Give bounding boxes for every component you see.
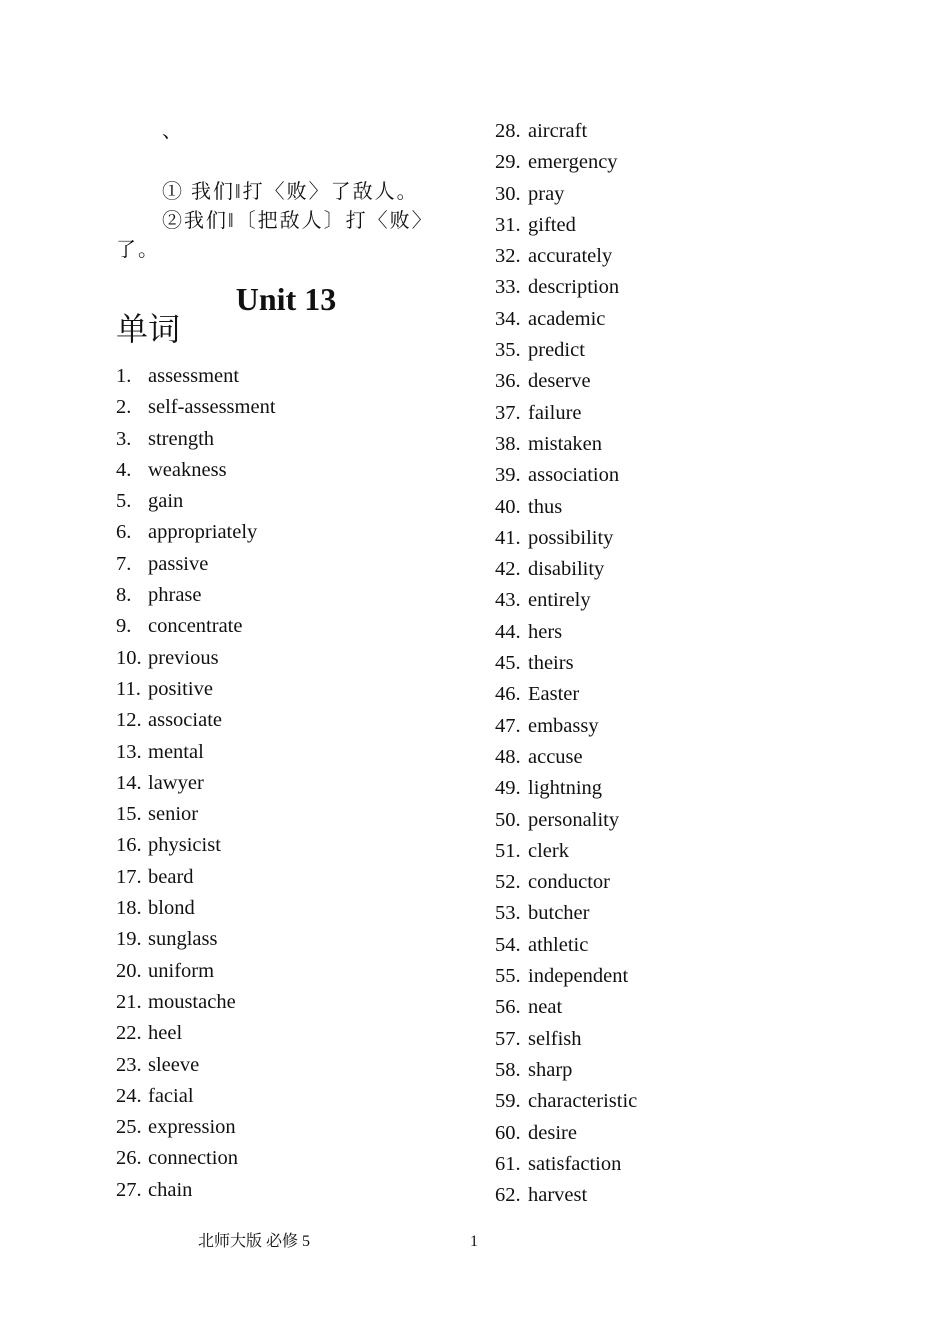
vocab-item xyxy=(116,799,466,830)
vocab-number: 59. xyxy=(495,1090,521,1113)
vocab-item xyxy=(116,392,466,423)
vocab-item xyxy=(495,898,855,929)
vocab-item xyxy=(495,210,855,241)
vocab-item xyxy=(116,862,466,893)
vocab-number: 3. xyxy=(116,427,132,450)
vocab-item xyxy=(495,523,855,554)
vocab-word: desire xyxy=(528,1121,577,1144)
vocab-number: 34. xyxy=(495,307,521,330)
vocab-word: weakness xyxy=(148,458,227,481)
vocab-item xyxy=(495,554,855,585)
vocab-number: 12. xyxy=(116,709,142,732)
vocab-word: gifted xyxy=(528,213,576,236)
vocab-word: athletic xyxy=(528,933,589,956)
vocab-number: 16. xyxy=(116,834,142,857)
vocab-item xyxy=(116,486,466,517)
vocab-item xyxy=(495,1180,855,1211)
vocab-number: 22. xyxy=(116,1022,142,1045)
vocab-item xyxy=(116,611,466,642)
vocab-item xyxy=(495,429,855,460)
vocab-number: 7. xyxy=(116,552,132,575)
vocab-word: lightning xyxy=(528,777,603,800)
vocab-number: 5. xyxy=(116,490,132,513)
vocab-word: gain xyxy=(148,490,184,513)
vocab-item xyxy=(495,335,855,366)
vocab-number: 41. xyxy=(495,526,521,549)
vocab-word: deserve xyxy=(528,370,591,393)
vocab-number: 54. xyxy=(495,933,521,956)
vocab-number: 61. xyxy=(495,1152,521,1175)
vocab-word: phrase xyxy=(148,584,202,607)
vocab-number: 56. xyxy=(495,996,521,1019)
vocab-word: beard xyxy=(148,865,194,888)
vocab-number: 44. xyxy=(495,620,521,643)
vocab-word: mistaken xyxy=(528,432,603,455)
vocab-item xyxy=(495,241,855,272)
footer-edition: 北师大版 必修 5 xyxy=(198,1233,311,1250)
vocab-number: 55. xyxy=(495,965,521,988)
vocab-number: 39. xyxy=(495,464,521,487)
vocab-word: senior xyxy=(148,803,199,826)
vocab-item xyxy=(495,1024,855,1055)
vocab-item xyxy=(495,460,855,491)
vocab-number: 42. xyxy=(495,558,521,581)
vocab-word: assessment xyxy=(148,365,240,387)
vocab-number: 37. xyxy=(495,401,521,424)
right-column xyxy=(495,116,855,1211)
vocab-word: predict xyxy=(528,339,585,362)
vocab-item xyxy=(495,1086,855,1117)
vocab-word: satisfaction xyxy=(528,1152,622,1175)
vocab-word: positive xyxy=(148,677,213,700)
vocab-number: 38. xyxy=(495,432,521,455)
vocab-item xyxy=(116,924,466,955)
vocab-number: 33. xyxy=(495,276,521,299)
vocab-number: 28. xyxy=(495,120,521,142)
vocab-word: selfish xyxy=(528,1027,582,1050)
vocab-item xyxy=(116,455,466,486)
vocab-word: description xyxy=(528,276,620,299)
intro-example-2-continued: 了。 xyxy=(116,239,160,261)
vocab-number: 9. xyxy=(116,615,132,638)
vocab-item xyxy=(116,1143,466,1174)
left-column xyxy=(116,116,466,1206)
vocab-item xyxy=(495,679,855,710)
vocab-item xyxy=(495,742,855,773)
vocab-word: lawyer xyxy=(148,771,204,794)
vocab-word: sharp xyxy=(528,1058,573,1081)
vocab-word: thus xyxy=(528,495,563,518)
vocab-word: emergency xyxy=(528,151,618,174)
vocab-word: butcher xyxy=(528,902,590,925)
vocabulary-list-left xyxy=(116,361,466,1206)
vocab-number: 17. xyxy=(116,865,142,888)
vocab-word: passive xyxy=(148,552,209,575)
vocab-number: 57. xyxy=(495,1027,521,1050)
vocab-item xyxy=(495,773,855,804)
vocab-word: connection xyxy=(148,1147,238,1170)
vocab-word: independent xyxy=(528,965,629,988)
vocab-item xyxy=(116,893,466,924)
vocab-item xyxy=(495,617,855,648)
vocab-number: 52. xyxy=(495,871,521,894)
vocab-word: heel xyxy=(148,1022,183,1045)
vocab-word: accuse xyxy=(528,745,583,768)
vocab-item xyxy=(116,987,466,1018)
vocab-item xyxy=(495,961,855,992)
vocab-word: chain xyxy=(148,1178,193,1201)
vocab-item xyxy=(495,805,855,836)
vocab-item xyxy=(116,361,466,392)
vocab-word: theirs xyxy=(528,652,574,675)
vocab-word: Easter xyxy=(528,683,580,706)
vocab-item xyxy=(116,768,466,799)
intro-example-2: ②我们‖〔把敌人〕打〈败〉 xyxy=(162,210,434,232)
vocab-number: 45. xyxy=(495,652,521,675)
vocab-number: 62. xyxy=(495,1184,521,1207)
unit-title: Unit 13 xyxy=(235,281,337,317)
vocab-number: 35. xyxy=(495,339,521,362)
vocab-word: possibility xyxy=(528,526,614,549)
vocab-word: concentrate xyxy=(148,615,243,638)
vocab-word: association xyxy=(528,464,620,487)
vocab-number: 32. xyxy=(495,245,521,268)
vocab-word: physicist xyxy=(148,834,221,857)
vocab-number: 49. xyxy=(495,777,521,800)
vocab-item xyxy=(495,930,855,961)
vocab-item xyxy=(495,1055,855,1086)
vocab-number: 4. xyxy=(116,458,132,481)
vocab-item xyxy=(116,424,466,455)
footer-page-number: 1 xyxy=(470,1233,478,1250)
vocab-word: sleeve xyxy=(148,1053,200,1076)
vocab-item xyxy=(116,643,466,674)
intro-punctuation: 、 xyxy=(162,120,182,142)
vocab-word: blond xyxy=(148,897,195,920)
vocab-word: strength xyxy=(148,427,215,450)
vocab-item xyxy=(495,147,855,178)
vocab-item xyxy=(116,830,466,861)
vocab-item xyxy=(116,956,466,987)
vocab-item xyxy=(495,179,855,210)
vocab-word: disability xyxy=(528,558,605,581)
vocab-number: 26. xyxy=(116,1147,142,1170)
vocab-item xyxy=(116,674,466,705)
vocab-item xyxy=(116,1018,466,1049)
vocab-item xyxy=(495,366,855,397)
vocab-number: 11. xyxy=(116,677,141,700)
vocab-word: clerk xyxy=(528,839,569,862)
vocab-item xyxy=(116,737,466,768)
vocab-number: 50. xyxy=(495,808,521,831)
vocab-item xyxy=(116,1175,466,1206)
vocab-number: 48. xyxy=(495,745,521,768)
vocab-word: moustache xyxy=(148,990,236,1013)
vocab-word: uniform xyxy=(148,959,215,982)
vocab-word: neat xyxy=(528,996,563,1019)
vocab-item xyxy=(116,705,466,736)
vocab-number: 19. xyxy=(116,928,142,951)
vocab-item xyxy=(495,992,855,1023)
vocab-word: pray xyxy=(528,182,565,205)
vocab-word: aircraft xyxy=(528,120,588,142)
vocab-number: 47. xyxy=(495,714,521,737)
vocab-word: entirely xyxy=(528,589,591,612)
vocab-number: 1. xyxy=(116,365,132,387)
vocab-item xyxy=(116,580,466,611)
vocab-number: 8. xyxy=(116,584,132,607)
vocab-word: characteristic xyxy=(528,1090,638,1113)
vocab-number: 60. xyxy=(495,1121,521,1144)
vocab-number: 21. xyxy=(116,990,142,1013)
vocab-number: 23. xyxy=(116,1053,142,1076)
vocab-word: expression xyxy=(148,1116,236,1139)
vocab-number: 20. xyxy=(116,959,142,982)
vocab-word: conductor xyxy=(528,871,610,894)
vocab-number: 18. xyxy=(116,897,142,920)
vocab-word: failure xyxy=(528,401,582,424)
vocab-item xyxy=(495,867,855,898)
vocab-item xyxy=(495,648,855,679)
vocab-number: 58. xyxy=(495,1058,521,1081)
vocab-word: self-assessment xyxy=(148,396,276,419)
vocab-word: accurately xyxy=(528,245,613,268)
vocab-number: 43. xyxy=(495,589,521,612)
vocab-number: 25. xyxy=(116,1116,142,1139)
vocab-item xyxy=(495,116,855,147)
vocab-number: 51. xyxy=(495,839,521,862)
vocab-number: 36. xyxy=(495,370,521,393)
vocabulary-list-right xyxy=(495,116,855,1211)
vocab-number: 29. xyxy=(495,151,521,174)
vocab-number: 14. xyxy=(116,771,142,794)
vocab-item xyxy=(495,1149,855,1180)
vocab-word: harvest xyxy=(528,1184,588,1207)
vocab-item xyxy=(495,304,855,335)
vocab-number: 53. xyxy=(495,902,521,925)
vocab-item xyxy=(495,398,855,429)
vocab-number: 31. xyxy=(495,213,521,236)
intro-example-1: ① 我们‖打〈败〉了敌人。 xyxy=(162,181,419,203)
vocab-word: embassy xyxy=(528,714,599,737)
vocab-number: 10. xyxy=(116,646,142,669)
vocab-number: 40. xyxy=(495,495,521,518)
vocab-word: previous xyxy=(148,646,219,669)
vocab-word: associate xyxy=(148,709,222,732)
vocab-number: 46. xyxy=(495,683,521,706)
vocab-word: hers xyxy=(528,620,563,643)
vocab-item xyxy=(116,1081,466,1112)
vocab-word: personality xyxy=(528,808,620,831)
vocab-number: 24. xyxy=(116,1084,142,1107)
vocab-item xyxy=(116,1050,466,1081)
vocab-item xyxy=(116,517,466,548)
vocab-item xyxy=(116,549,466,580)
vocab-number: 27. xyxy=(116,1178,142,1201)
vocab-item xyxy=(495,836,855,867)
vocab-word: appropriately xyxy=(148,521,258,544)
vocab-item xyxy=(495,711,855,742)
vocab-number: 6. xyxy=(116,521,132,544)
vocab-number: 13. xyxy=(116,740,142,763)
vocab-item xyxy=(116,1112,466,1143)
vocab-number: 15. xyxy=(116,803,142,826)
vocab-word: facial xyxy=(148,1084,194,1107)
vocab-item xyxy=(495,1118,855,1149)
vocab-word: mental xyxy=(148,740,204,763)
vocab-number: 30. xyxy=(495,182,521,205)
vocab-item xyxy=(495,272,855,303)
vocab-item xyxy=(495,492,855,523)
vocabulary-section-label: 单词 xyxy=(116,310,181,348)
vocab-word: sunglass xyxy=(148,928,218,951)
vocab-item xyxy=(495,585,855,616)
vocab-word: academic xyxy=(528,307,606,330)
vocab-number: 2. xyxy=(116,396,132,419)
